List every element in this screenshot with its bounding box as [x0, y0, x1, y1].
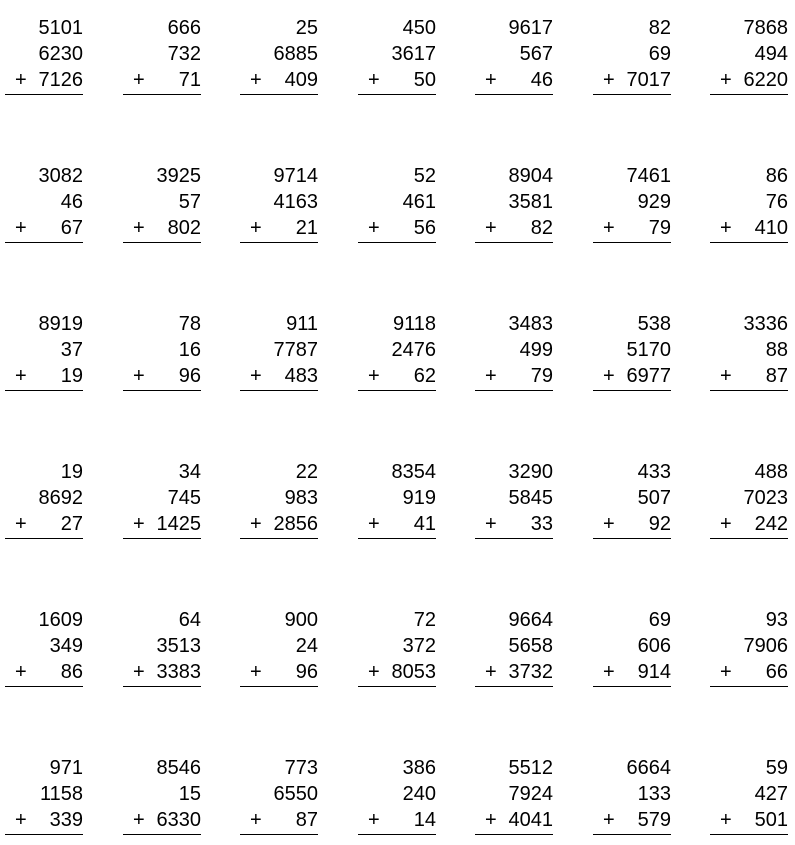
- addend-first: 8919: [38, 313, 83, 335]
- addend-first: 5512: [508, 757, 553, 779]
- addend-second: 15: [178, 783, 201, 805]
- addend-third: 87: [765, 365, 788, 387]
- addend-first: 3483: [508, 313, 553, 335]
- addend-first: 93: [765, 609, 788, 631]
- addition-problem: [593, 311, 671, 401]
- addition-problem: [593, 163, 671, 253]
- answer-line: [5, 390, 83, 391]
- addend-third: 7017: [626, 69, 671, 91]
- answer-line: [5, 834, 83, 835]
- addend-first: 1609: [38, 609, 83, 631]
- addend-third: 50: [413, 69, 436, 91]
- answer-line: [5, 538, 83, 539]
- addend-third: 483: [284, 365, 318, 387]
- addend-second: 567: [519, 43, 553, 65]
- addend-second: 16: [178, 339, 201, 361]
- addend-second: 4163: [273, 191, 318, 213]
- addend-third: 27: [60, 513, 83, 535]
- addend-first: 9714: [273, 165, 318, 187]
- addend-third: 92: [648, 513, 671, 535]
- addend-third: 7126: [38, 69, 83, 91]
- answer-line: [475, 686, 553, 687]
- addend-second: 732: [167, 43, 201, 65]
- addend-first: 34: [178, 461, 201, 483]
- addition-problem: [123, 15, 201, 105]
- addend-second: 8692: [38, 487, 83, 509]
- answer-line: [240, 834, 318, 835]
- addition-problem: [123, 607, 201, 697]
- addend-second: 6885: [273, 43, 318, 65]
- addition-problem: [593, 15, 671, 105]
- addend-first: 450: [402, 17, 436, 39]
- addition-problem: [123, 311, 201, 401]
- plus-sign: +: [133, 69, 145, 91]
- plus-sign: +: [368, 365, 380, 387]
- addition-problem: [358, 755, 436, 845]
- addend-first: 3925: [156, 165, 201, 187]
- answer-line: [593, 538, 671, 539]
- plus-sign: +: [15, 69, 27, 91]
- addition-problem: [5, 311, 83, 401]
- addend-third: 87: [295, 809, 318, 831]
- answer-line: [240, 686, 318, 687]
- addition-problem: [710, 163, 788, 253]
- addend-third: 62: [413, 365, 436, 387]
- addition-problem: [358, 163, 436, 253]
- plus-sign: +: [250, 69, 262, 91]
- plus-sign: +: [485, 809, 497, 831]
- plus-sign: +: [720, 69, 732, 91]
- addend-first: 538: [637, 313, 671, 335]
- addend-third: 8053: [391, 661, 436, 683]
- answer-line: [240, 94, 318, 95]
- addend-third: 14: [413, 809, 436, 831]
- addend-third: 1425: [156, 513, 201, 535]
- plus-sign: +: [250, 809, 262, 831]
- addend-second: 6550: [273, 783, 318, 805]
- addend-first: 773: [284, 757, 318, 779]
- addend-third: 19: [60, 365, 83, 387]
- answer-line: [5, 94, 83, 95]
- addend-third: 96: [295, 661, 318, 683]
- plus-sign: +: [603, 661, 615, 683]
- addend-first: 19: [60, 461, 83, 483]
- addend-first: 386: [402, 757, 436, 779]
- addend-first: 25: [295, 17, 318, 39]
- plus-sign: +: [368, 513, 380, 535]
- addend-second: 349: [49, 635, 83, 657]
- plus-sign: +: [720, 217, 732, 239]
- addend-second: 372: [402, 635, 436, 657]
- addend-second: 3617: [391, 43, 436, 65]
- addend-first: 7868: [743, 17, 788, 39]
- addend-second: 7924: [508, 783, 553, 805]
- addition-problem: [240, 607, 318, 697]
- addend-third: 96: [178, 365, 201, 387]
- addition-problem: [358, 607, 436, 697]
- addition-problem: [475, 15, 553, 105]
- plus-sign: +: [603, 217, 615, 239]
- addition-problem: [358, 311, 436, 401]
- answer-line: [358, 834, 436, 835]
- addition-problem: [123, 163, 201, 253]
- answer-line: [358, 538, 436, 539]
- answer-line: [710, 242, 788, 243]
- addend-first: 78: [178, 313, 201, 335]
- answer-line: [123, 686, 201, 687]
- plus-sign: +: [603, 513, 615, 535]
- addend-second: 461: [402, 191, 436, 213]
- addition-problem: [358, 459, 436, 549]
- plus-sign: +: [368, 661, 380, 683]
- answer-line: [5, 242, 83, 243]
- addend-first: 3290: [508, 461, 553, 483]
- addend-second: 5170: [626, 339, 671, 361]
- addend-second: 37: [60, 339, 83, 361]
- addend-first: 900: [284, 609, 318, 631]
- addend-first: 8546: [156, 757, 201, 779]
- addend-first: 3336: [743, 313, 788, 335]
- plus-sign: +: [15, 217, 27, 239]
- addition-problem: [240, 163, 318, 253]
- addend-third: 3732: [508, 661, 553, 683]
- addend-second: 76: [765, 191, 788, 213]
- plus-sign: +: [133, 217, 145, 239]
- addend-second: 3581: [508, 191, 553, 213]
- addend-first: 52: [413, 165, 436, 187]
- addend-third: 67: [60, 217, 83, 239]
- addend-first: 69: [648, 609, 671, 631]
- addend-second: 929: [637, 191, 671, 213]
- addend-second: 57: [178, 191, 201, 213]
- answer-line: [593, 390, 671, 391]
- addend-third: 6220: [743, 69, 788, 91]
- plus-sign: +: [720, 365, 732, 387]
- addend-first: 82: [648, 17, 671, 39]
- answer-line: [123, 538, 201, 539]
- addend-third: 56: [413, 217, 436, 239]
- answer-line: [123, 242, 201, 243]
- addend-second: 24: [295, 635, 318, 657]
- addend-first: 59: [765, 757, 788, 779]
- addition-problem: [475, 607, 553, 697]
- addend-first: 9664: [508, 609, 553, 631]
- answer-line: [475, 94, 553, 95]
- plus-sign: +: [250, 661, 262, 683]
- addition-problem: [5, 755, 83, 845]
- addition-problem: [475, 755, 553, 845]
- addend-third: 82: [530, 217, 553, 239]
- addend-third: 79: [648, 217, 671, 239]
- addend-third: 33: [530, 513, 553, 535]
- addition-problem: [240, 311, 318, 401]
- addition-problem: [358, 15, 436, 105]
- addend-second: 2476: [391, 339, 436, 361]
- addend-third: 339: [49, 809, 83, 831]
- plus-sign: +: [15, 661, 27, 683]
- answer-line: [358, 390, 436, 391]
- plus-sign: +: [720, 661, 732, 683]
- plus-sign: +: [133, 661, 145, 683]
- addition-problem: [240, 15, 318, 105]
- answer-line: [710, 686, 788, 687]
- addend-second: 7906: [743, 635, 788, 657]
- addition-problem: [475, 311, 553, 401]
- addition-problem: [475, 163, 553, 253]
- addend-first: 8904: [508, 165, 553, 187]
- answer-line: [593, 686, 671, 687]
- addend-first: 86: [765, 165, 788, 187]
- addition-problem: [5, 15, 83, 105]
- plus-sign: +: [368, 69, 380, 91]
- answer-line: [5, 686, 83, 687]
- addend-second: 1158: [39, 783, 83, 805]
- addition-problem: [710, 607, 788, 697]
- addition-problem: [123, 755, 201, 845]
- addend-third: 46: [530, 69, 553, 91]
- addend-third: 21: [295, 217, 318, 239]
- answer-line: [475, 390, 553, 391]
- addend-second: 427: [754, 783, 788, 805]
- plus-sign: +: [133, 513, 145, 535]
- answer-line: [710, 94, 788, 95]
- addend-first: 971: [49, 757, 83, 779]
- answer-line: [710, 834, 788, 835]
- addition-problem: [475, 459, 553, 549]
- addend-second: 3513: [156, 635, 201, 657]
- addend-first: 9617: [508, 17, 553, 39]
- addend-second: 507: [637, 487, 671, 509]
- plus-sign: +: [603, 365, 615, 387]
- addend-third: 410: [754, 217, 788, 239]
- answer-line: [710, 538, 788, 539]
- plus-sign: +: [720, 809, 732, 831]
- answer-line: [475, 538, 553, 539]
- plus-sign: +: [250, 513, 262, 535]
- addend-second: 69: [648, 43, 671, 65]
- addend-first: 64: [178, 609, 201, 631]
- addend-third: 4041: [508, 809, 553, 831]
- addend-second: 240: [402, 783, 436, 805]
- answer-line: [593, 94, 671, 95]
- addend-third: 802: [167, 217, 201, 239]
- plus-sign: +: [720, 513, 732, 535]
- addend-third: 914: [637, 661, 671, 683]
- addend-third: 3383: [156, 661, 201, 683]
- plus-sign: +: [368, 217, 380, 239]
- plus-sign: +: [250, 217, 262, 239]
- addition-problem: [123, 459, 201, 549]
- plus-sign: +: [15, 809, 27, 831]
- addend-second: 983: [284, 487, 318, 509]
- addend-second: 6230: [38, 43, 83, 65]
- addend-first: 72: [413, 609, 436, 631]
- addition-problem: [5, 459, 83, 549]
- addend-third: 66: [765, 661, 788, 683]
- answer-line: [240, 538, 318, 539]
- addend-third: 6330: [156, 809, 201, 831]
- addition-problem: [593, 755, 671, 845]
- plus-sign: +: [15, 513, 27, 535]
- answer-line: [593, 242, 671, 243]
- addend-second: 606: [637, 635, 671, 657]
- addend-first: 22: [295, 461, 318, 483]
- answer-line: [710, 390, 788, 391]
- addend-second: 494: [754, 43, 788, 65]
- addend-first: 911: [286, 313, 318, 335]
- addend-third: 41: [413, 513, 436, 535]
- addend-third: 86: [60, 661, 83, 683]
- addend-first: 8354: [391, 461, 436, 483]
- addend-third: 6977: [626, 365, 671, 387]
- addition-problem: [710, 755, 788, 845]
- plus-sign: +: [485, 661, 497, 683]
- plus-sign: +: [368, 809, 380, 831]
- addend-third: 579: [637, 809, 671, 831]
- addend-first: 6664: [626, 757, 671, 779]
- addend-first: 666: [167, 17, 201, 39]
- plus-sign: +: [133, 809, 145, 831]
- addend-third: 2856: [273, 513, 318, 535]
- addend-first: 7461: [626, 165, 671, 187]
- addition-problem: [240, 755, 318, 845]
- addend-second: 88: [765, 339, 788, 361]
- addend-third: 501: [754, 809, 788, 831]
- addend-first: 433: [637, 461, 671, 483]
- addend-second: 499: [519, 339, 553, 361]
- addition-problem: [240, 459, 318, 549]
- addend-first: 488: [754, 461, 788, 483]
- addend-third: 409: [284, 69, 318, 91]
- addition-problem: [593, 607, 671, 697]
- answer-line: [358, 686, 436, 687]
- answer-line: [123, 834, 201, 835]
- answer-line: [593, 834, 671, 835]
- answer-line: [475, 242, 553, 243]
- plus-sign: +: [603, 809, 615, 831]
- plus-sign: +: [485, 513, 497, 535]
- plus-sign: +: [485, 217, 497, 239]
- answer-line: [358, 94, 436, 95]
- plus-sign: +: [603, 69, 615, 91]
- addition-problem: [5, 163, 83, 253]
- plus-sign: +: [485, 365, 497, 387]
- addend-second: 5845: [508, 487, 553, 509]
- addend-second: 7023: [743, 487, 788, 509]
- answer-line: [240, 390, 318, 391]
- answer-line: [240, 242, 318, 243]
- addend-second: 46: [60, 191, 83, 213]
- plus-sign: +: [133, 365, 145, 387]
- plus-sign: +: [485, 69, 497, 91]
- plus-sign: +: [15, 365, 27, 387]
- addend-second: 919: [402, 487, 436, 509]
- addend-first: 5101: [38, 17, 83, 39]
- addition-problem: [710, 311, 788, 401]
- addition-problem: [593, 459, 671, 549]
- answer-line: [123, 94, 201, 95]
- addend-second: 133: [637, 783, 671, 805]
- addition-problem: [710, 459, 788, 549]
- addition-problem: [5, 607, 83, 697]
- plus-sign: +: [250, 365, 262, 387]
- addend-third: 71: [178, 69, 201, 91]
- answer-line: [475, 834, 553, 835]
- answer-line: [358, 242, 436, 243]
- addend-third: 79: [530, 365, 553, 387]
- addend-first: 3082: [38, 165, 83, 187]
- addend-first: 9118: [392, 313, 436, 335]
- answer-line: [123, 390, 201, 391]
- addend-third: 242: [754, 513, 788, 535]
- addend-second: 7787: [273, 339, 318, 361]
- addend-second: 5658: [508, 635, 553, 657]
- addition-problem: [710, 15, 788, 105]
- addend-second: 745: [167, 487, 201, 509]
